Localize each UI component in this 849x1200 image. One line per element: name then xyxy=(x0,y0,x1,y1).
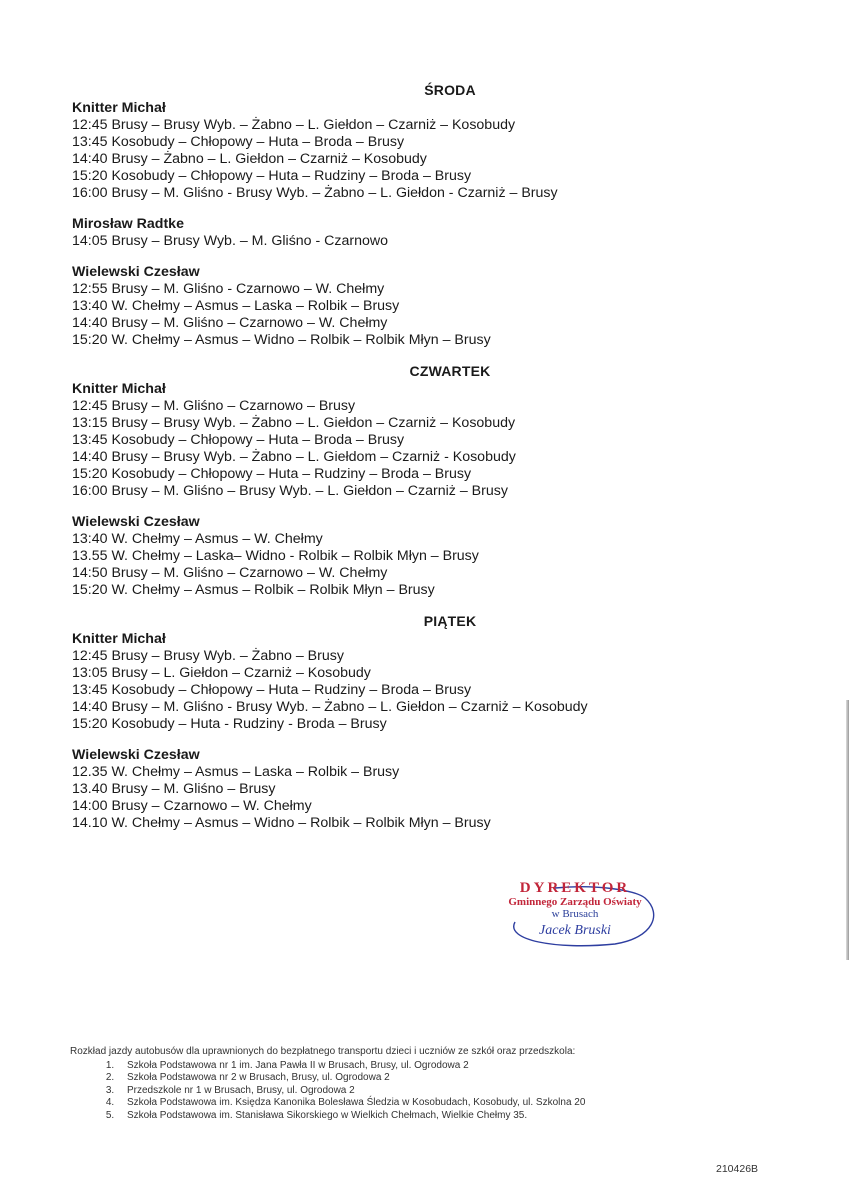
route-line: 13:45 Kosobudy – Chłopowy – Huta – Broda – Brusy xyxy=(72,134,405,150)
day-heading: ŚRODA xyxy=(424,82,476,98)
signature: Jacek Bruski xyxy=(539,923,611,938)
driver-name: Knitter Michał xyxy=(72,100,166,116)
stamp-institution: Gminnego Zarządu Oświaty xyxy=(508,896,642,908)
driver-name: Knitter Michał xyxy=(72,381,166,397)
driver-block xyxy=(72,216,772,250)
driver-name: Knitter Michał xyxy=(72,631,166,647)
route-line: 12:55 Brusy – M. Gliśno - Czarnowo – W. Chełmy xyxy=(72,281,385,297)
driver-block xyxy=(72,631,772,733)
route-line: 13:45 Kosobudy – Chłopowy – Huta – Broda – Brusy xyxy=(72,432,405,448)
route-line: 13:40 W. Chełmy – Asmus – Laska – Rolbik – Brusy xyxy=(72,298,400,314)
school-list xyxy=(70,1060,770,1123)
driver-name: Wielewski Czesław xyxy=(72,747,200,763)
driver-block xyxy=(72,100,772,202)
route-line: 14.10 W. Chełmy – Asmus – Widno – Rolbik – Rolbik Młyn – Brusy xyxy=(72,815,491,831)
list-item: 1. Szkoła Podstawowa nr 1 im. Jana Pawła II w Brusach, Brusy, ul. Ogrodowa 2 xyxy=(117,1060,770,1073)
route-line: 12:45 Brusy – M. Gliśno – Czarnowo – Brusy xyxy=(72,398,356,414)
list-item: 5. Szkoła Podstawowa im. Stanisława Sikorskiego w Wielkich Chełmach, Wielkie Chełmy 35. xyxy=(117,1110,770,1123)
list-item: 4. Szkoła Podstawowa im. Księdza Kanonika Bolesława Śledzia w Kosobudach, Kosobudy, ul. Szkolna 20 xyxy=(117,1097,770,1110)
route-line: 15:20 W. Chełmy – Asmus – Rolbik – Rolbik Młyn – Brusy xyxy=(72,582,435,598)
route-line: 12:45 Brusy – Brusy Wyb. – Żabno – Brusy xyxy=(72,648,344,664)
driver-block xyxy=(72,747,772,832)
route-line: 15:20 W. Chełmy – Asmus – Widno – Rolbik – Rolbik Młyn – Brusy xyxy=(72,332,491,348)
route-line: 15:20 Kosobudy – Chłopowy – Huta – Rudziny – Broda – Brusy xyxy=(72,466,472,482)
route-line: 15:20 Kosobudy – Chłopowy – Huta – Rudziny – Broda – Brusy xyxy=(72,168,472,184)
stamp-title: DYREKTOR xyxy=(519,880,631,896)
list-item: 3. Przedszkole nr 1 w Brusach, Brusy, ul. Ogrodowa 2 xyxy=(117,1085,770,1098)
route-line: 13:45 Kosobudy – Chłopowy – Huta – Rudziny – Broda – Brusy xyxy=(72,682,472,698)
stamp-location: w Brusach xyxy=(551,908,599,920)
route-line: 13:15 Brusy – Brusy Wyb. – Żabno – L. Giełdon – Czarniż – Kosobudy xyxy=(72,415,516,431)
route-line: 13.55 W. Chełmy – Laska– Widno - Rolbik – Rolbik Młyn – Brusy xyxy=(72,548,479,564)
route-line: 12.35 W. Chełmy – Asmus – Laska – Rolbik – Brusy xyxy=(72,764,400,780)
route-line: 14:40 Brusy – M. Gliśno - Brusy Wyb. – Żabno – L. Giełdon – Czarniż – Kosobudy xyxy=(72,699,588,715)
driver-block xyxy=(72,514,772,599)
day-heading: CZWARTEK xyxy=(409,363,491,379)
day-heading: PIĄTEK xyxy=(423,613,477,629)
driver-name: Wielewski Czesław xyxy=(72,514,200,530)
driver-block xyxy=(72,264,772,349)
driver-block xyxy=(72,381,772,500)
driver-name: Wielewski Czesław xyxy=(72,264,200,280)
route-line: 16:00 Brusy – M. Gliśno - Brusy Wyb. – Żabno – L. Giełdon - Czarniż – Brusy xyxy=(72,185,558,201)
route-line: 16:00 Brusy – M. Gliśno – Brusy Wyb. – L. Giełdon – Czarniż – Brusy xyxy=(72,483,508,499)
driver-name: Mirosław Radtke xyxy=(72,216,184,232)
route-line: 15:20 Kosobudy – Huta - Rudziny - Broda – Brusy xyxy=(72,716,387,732)
footer-note xyxy=(70,1046,770,1122)
route-line: 14:00 Brusy – Czarnowo – W. Chełmy xyxy=(72,798,312,814)
route-line: 13:40 W. Chełmy – Asmus – W. Chełmy xyxy=(72,531,323,547)
route-line: 13:05 Brusy – L. Giełdon – Czarniż – Kosobudy xyxy=(72,665,371,681)
route-line: 14:40 Brusy – M. Gliśno – Czarnowo – W. Chełmy xyxy=(72,315,388,331)
footer-intro: Rozkład jazdy autobusów dla uprawnionych do bezpłatnego transportu dzieci i uczniów ze szkół oraz przedszkola: xyxy=(70,1046,576,1057)
document-code: 210426B xyxy=(716,1163,759,1175)
director-stamp xyxy=(495,880,655,950)
list-item: 2. Szkoła Podstawowa nr 2 w Brusach, Brusy, ul. Ogrodowa 2 xyxy=(117,1072,770,1085)
schedule xyxy=(72,80,772,846)
route-line: 14:40 Brusy – Żabno – L. Giełdon – Czarniż – Kosobudy xyxy=(72,151,427,167)
route-line: 13.40 Brusy – M. Gliśno – Brusy xyxy=(72,781,276,797)
route-line: 12:45 Brusy – Brusy Wyb. – Żabno – L. Giełdon – Czarniż – Kosobudy xyxy=(72,117,516,133)
route-line: 14:05 Brusy – Brusy Wyb. – M. Gliśno - Czarnowo xyxy=(72,233,389,249)
route-line: 14:50 Brusy – M. Gliśno – Czarnowo – W. Chełmy xyxy=(72,565,388,581)
route-line: 14:40 Brusy – Brusy Wyb. – Żabno – L. Giełdom – Czarniż - Kosobudy xyxy=(72,449,516,465)
